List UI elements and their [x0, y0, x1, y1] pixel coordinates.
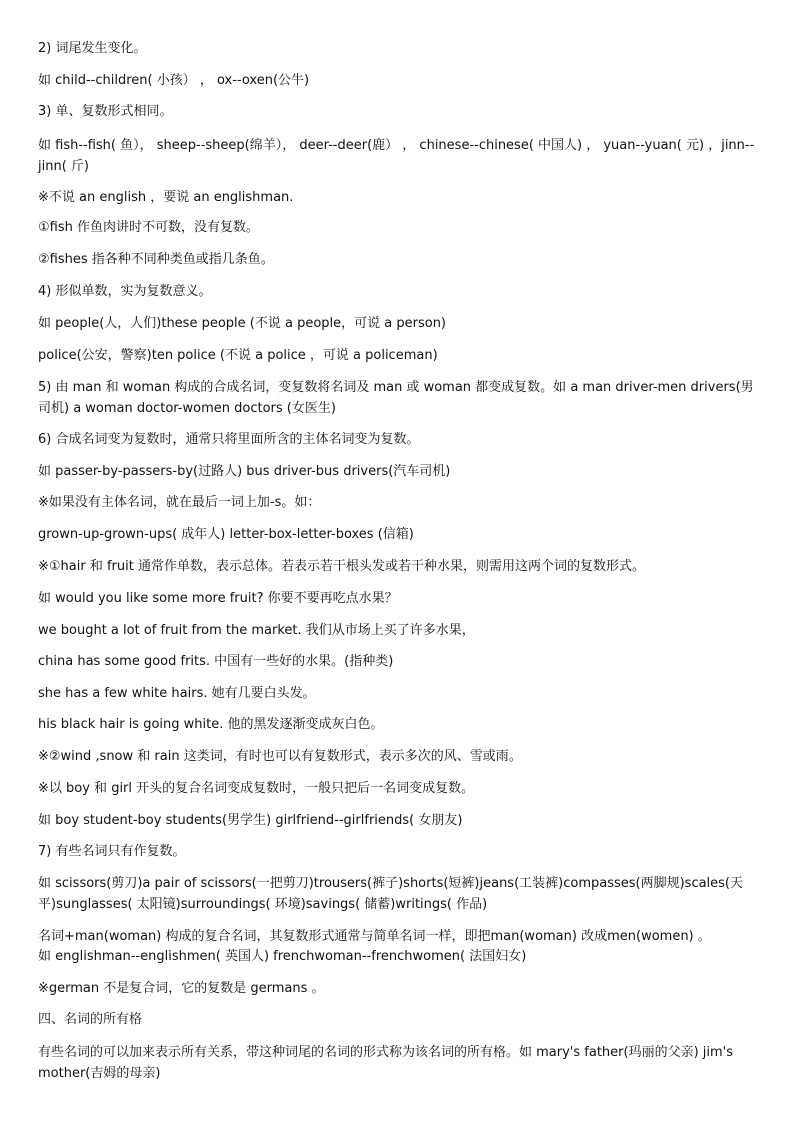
text-line: 名词+man(woman) 构成的复合名词，其复数形式通常与简单名词一样，即把man(woman) 改成men(women) 。 — [38, 929, 711, 944]
text-line: 6) 合成名词变为复数时，通常只将里面所含的主体名词变为复数。 — [38, 432, 420, 447]
text-line: 4) 形似单数，实为复数意义。 — [38, 284, 212, 299]
text-line: police(公安，警察)ten police (不说 a police ，可说 a policeman) — [38, 348, 438, 363]
text-line: 有些名词的可以加来表示所有关系，带这种词尾的名词的形式称为该名词的所有格。如 mary's father(玛丽的父亲) jim's mother(吉姆的母亲) — [38, 1045, 734, 1081]
text-line: 如 would you like some more fruit? 你要不要再吃点水果？ — [38, 591, 398, 606]
text-line: we bought a lot of fruit from the market. 我们从市场上买了许多水果， — [38, 623, 475, 638]
text-line: grown-up-grown-ups( 成年人) letter-box-letter-boxes (信箱) — [38, 527, 414, 542]
text-line: 如 passer-by-passers-by(过路人) bus driver-bus drivers(汽车司机) — [38, 464, 451, 479]
note-line: ※不说 an english ，要说 an englishman. — [38, 190, 294, 205]
text-line: ②fishes 指各种不同种类鱼或指几条鱼。 — [38, 252, 274, 267]
text-line: china has some good frits. 中国有一些好的水果。(指种类) — [38, 654, 394, 669]
text-line: 如 boy student-boy students(男学生) girlfriend--girlfriends( 女朋友) — [38, 813, 463, 828]
text-line: 如 child--children( 小孩） ， ox--oxen(公牛) — [38, 73, 310, 88]
text-line: his black hair is going white. 他的黑发逐渐变成灰白色。 — [38, 717, 384, 732]
note-line: ※german 不是复合词，它的复数是 germans 。 — [38, 981, 325, 996]
text-line: 7) 有些名词只有作复数。 — [38, 844, 186, 859]
text-line: 如 people(人，人们)these people (不说 a people，可说 a person) — [38, 316, 447, 331]
note-line: ※如果没有主体名词，就在最后一词上加-s。如： — [38, 495, 321, 510]
text-line: ①fish 作鱼肉讲时不可数，没有复数。 — [38, 220, 259, 235]
note-line: ※①hair 和 fruit 通常作单数，表示总体。若表示若干根头发或若干种水果，则需用这两个词的复数形式。 — [38, 559, 645, 574]
text-line: 如 englishman--englishmen( 英国人) frenchwoman--frenchwomen( 法国妇女) — [38, 949, 527, 964]
text-line: she has a few white hairs. 她有几要白头发。 — [38, 686, 316, 701]
text-line: 如 fish--fish( 鱼）， sheep--sheep(绵羊）， deer--deer(鹿） ， chinese--chinese( 中国人) ， yuan--yuan( 元) ，jinn--jinn( 斤) — [38, 138, 755, 174]
text-line: 3) 单、复数形式相同。 — [38, 104, 173, 119]
note-line: ※以 boy 和 girl 开头的复合名词变成复数时，一般只把后一名词变成复数。 — [38, 781, 475, 796]
text-line: 如 scissors(剪刀)a pair of scissors(一把剪刀)trousers(裤子)shorts(短裤)jeans(工装裤)compasses(两脚规)scales(天平)sunglasses( 太阳镜)surroundings( 环境)savings( 储蓄)writings( 作品) — [38, 876, 744, 912]
section-heading: 四、名词的所有格 — [38, 1012, 143, 1027]
note-line: ※②wind ,snow 和 rain 这类词，有时也可以有复数形式，表示多次的风、雪或雨。 — [38, 749, 522, 764]
text-line: 2) 词尾发生变化。 — [38, 41, 147, 56]
text-line: 5) 由 man 和 woman 构成的合成名词，变复数将名词及 man 或 woman 都变成复数。如 a man driver-men drivers(男司机) a woman doctor-women doctors (女医生) — [38, 380, 754, 416]
